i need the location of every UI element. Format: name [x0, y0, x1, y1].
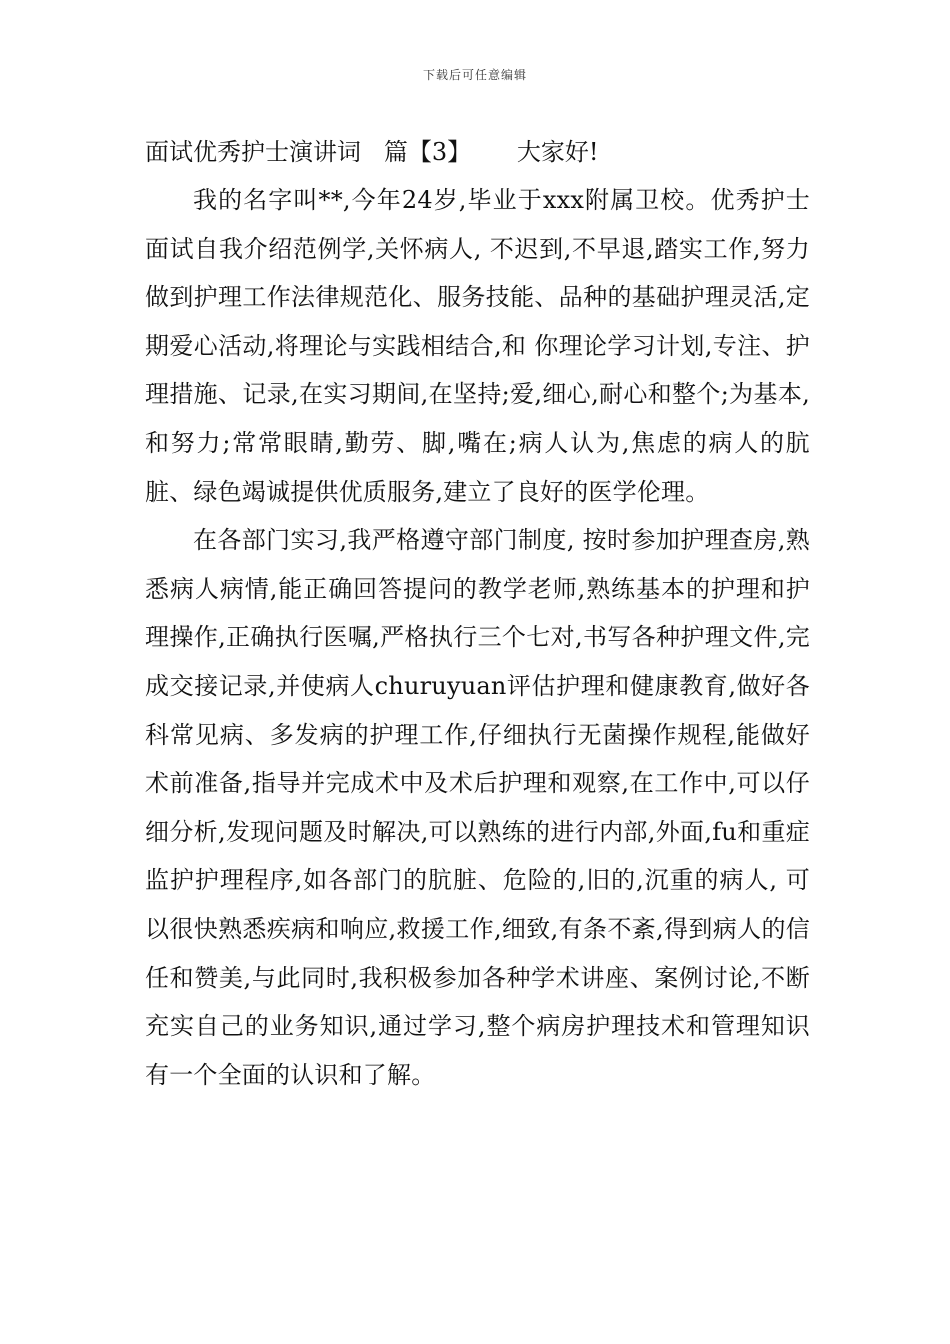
paragraph-2: 在各部门实习,我严格遵守部门制度, 按时参加护理查房,熟悉病人病情,能正确回答提问的教学老师,熟练基本的护理和护理操作,正确执行医嘱,严格执行三个七对,书写各种护理文件,完成交接记录,并使病人churuyuan评估护理和健康教育,做好各科常见病、多发病的护理工作,仔细执行无菌操作规程,能做好术前准备,指导并完成术中及术后护理和观察,在工作中,可以仔细分析,发现问题及时解决,可以熟练的进行内部,外面,fu和重症监护护理程序,如各部门的肮脏、危险的,旧的,沉重的病人, 可以很快熟悉疾病和响应,救援工作,细致,有条不紊,得到病人的信任和赞美,与此同时,我积极参加各种学术讲座、案例讨论,不断充实自己的业务知识,通过学习,整个病房护理技术和管理知识有一个全面的认识和了解。 [145, 526, 810, 1089]
title-line: 面试优秀护士演讲词 篇【3】 大家好! [145, 138, 599, 166]
document-body [145, 128, 810, 1099]
page-header: 下载后可任意编辑 [422, 68, 527, 82]
paragraph-1: 我的名字叫**,今年24岁,毕业于xxx附属卫校。优秀护士面试自我介绍范例学,关怀病人, 不迟到,不早退,踏实工作,努力做到护理工作法律规范化、服务技能、品种的基础护理灵活,定期爱心活动,将理论与实践相结合,和 你理论学习计划,专注、护理措施、记录,在实习期间,在坚持;爱,细心,耐心和整个;为基本,和努力;常常眼睛,勤劳、脚,嘴在;病人认为,焦虑的病人的肮脏、绿色竭诚提供优质服务,建立了良好的医学伦理。 [145, 186, 810, 506]
